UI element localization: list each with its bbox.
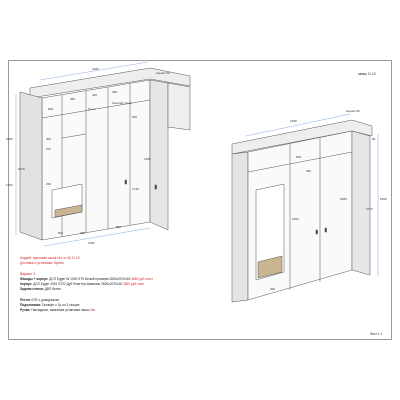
spec-label: Задняя стенка:: [20, 287, 44, 291]
left-dim-400: 400: [92, 93, 98, 97]
header-line-1: Андрей: прихожая шкаф №1 от 08.11.19: [20, 256, 80, 260]
header-line-2: Доставка и установка: Купить: [20, 261, 64, 265]
left-dim-370: 370: [46, 147, 52, 151]
left-dim-450c: 450: [80, 231, 86, 235]
spec-row: [20, 282, 145, 286]
spec-row: [20, 287, 61, 291]
left-dim-1950: 1950: [144, 157, 151, 161]
spec-price: 3650 руб./лист: [131, 277, 153, 281]
spec-label: Фасады + корпус:: [20, 277, 49, 281]
right-dim-490: 490: [306, 169, 312, 173]
left-label-grol: Гр-ол: [88, 107, 96, 111]
fitting-text: Накладные, заказчика установка наша: [31, 308, 89, 312]
fitting-text: Газлифт с Гр-ол 3 секции: [41, 303, 80, 307]
right-dim-400: 400: [270, 287, 276, 291]
fitting-label: Ручки:: [20, 308, 31, 312]
left-dim-1740: 1740: [132, 187, 139, 191]
left-label-gaslift: Газлифт Гр-ол: [112, 101, 132, 105]
left-dim-1250: 1250: [6, 183, 13, 187]
fitting-row: [20, 298, 59, 302]
spec-label: Корпус:: [20, 282, 33, 286]
right-dim-width: 2180: [290, 119, 297, 123]
right-dim-2770: 2770: [366, 207, 373, 211]
right-dim-90: 90: [372, 137, 376, 141]
sheet-number: замер 11.10: [358, 72, 376, 76]
left-dim-450b: 450: [112, 90, 118, 94]
spec-text: ДСП Egger 3451 ST22 Дуб Флаттер Шампань 2800х2070х16: [33, 282, 123, 286]
right-dim-2680: 2680: [340, 197, 347, 201]
left-dim-600: 600: [48, 107, 54, 111]
spec-price: 3650 руб./лист: [122, 282, 145, 286]
fitting-row: [20, 308, 96, 312]
left-dim-2680: 2680: [6, 137, 13, 141]
left-dim-400b: 400: [46, 137, 52, 141]
fitting-text: ЕЛУ с доводчиком: [31, 298, 59, 302]
fitting-label: Петли:: [20, 298, 31, 302]
left-dim-2070: 2070: [18, 167, 25, 171]
right-dim-500: 500: [296, 155, 302, 159]
spec-text: ДСП Egger W 1000 ST9 Белый премиум 2800х2070х16: [49, 277, 131, 281]
left-dim-width: 2180: [92, 67, 99, 71]
spec-row: [20, 277, 153, 281]
left-dim-250: 250: [46, 182, 52, 186]
fitting-tail: Zan.: [89, 308, 97, 312]
left-dim-900: 900: [58, 231, 64, 235]
fitting-row: [20, 303, 79, 307]
left-dim-cornice: карниз 90: [156, 71, 170, 75]
page-label: Лист 1.1: [370, 332, 383, 336]
variant-label: Вариант 3: [20, 272, 36, 276]
left-dim-880: 880: [116, 225, 122, 229]
fitting-label: Подъемники:: [20, 303, 42, 307]
right-dim-cornice: карниз 90: [346, 109, 360, 113]
left-dim-bottom-width: 2180: [88, 241, 95, 245]
right-dim-1860: 1860: [380, 197, 387, 201]
right-dim-1950: 1950: [292, 217, 299, 221]
left-dim-500: 500: [132, 115, 138, 119]
left-dim-450a: 450: [70, 97, 76, 101]
spec-text: ДВП белое: [44, 287, 62, 291]
